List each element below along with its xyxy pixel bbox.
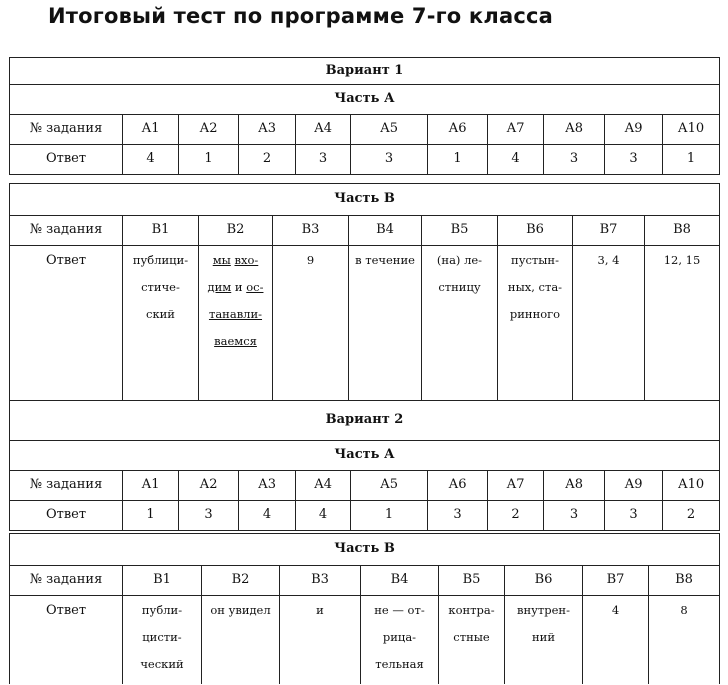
underlined-word: танавли- (208, 307, 263, 321)
table-row (10, 596, 720, 684)
task-cell: В4 (349, 216, 422, 246)
underlined-word: мы (212, 253, 231, 267)
task-cell: А5 (351, 115, 428, 145)
answer-line: ний (532, 630, 555, 644)
underlined-word: ваемся (214, 334, 257, 348)
answer-line: контра- (448, 603, 495, 617)
underlined-word: вхо- (234, 253, 259, 267)
variant2-part-b-title: Часть В (10, 534, 720, 566)
answer-cell: 1 (663, 145, 720, 175)
task-cell: А4 (296, 115, 351, 145)
variant2-part-a-table (9, 440, 720, 531)
table-row (10, 501, 720, 531)
task-cell: А7 (488, 471, 544, 501)
task-cell: А8 (544, 115, 605, 145)
answer-line: не — от- (374, 603, 425, 617)
answer-label: Ответ (10, 145, 123, 175)
task-cell: А2 (179, 115, 239, 145)
answer-label: Ответ (10, 246, 123, 401)
variant1-part-b-title: Часть В (10, 184, 720, 216)
task-cell: В7 (583, 566, 649, 596)
answer-line: тельная (375, 657, 424, 671)
answer-cell: 3 (428, 501, 488, 531)
task-number-label: № задания (10, 471, 123, 501)
answer-cell: 4 (296, 501, 351, 531)
answer-line: цисти- (142, 630, 182, 644)
task-cell: А9 (605, 115, 663, 145)
task-cell: В6 (505, 566, 583, 596)
answer-cell: 4 (239, 501, 296, 531)
answer-line: рица- (382, 630, 417, 644)
answer-cell-b1 (123, 246, 199, 401)
answer-line: ческий (140, 657, 184, 671)
table-row (10, 145, 720, 175)
underlined-word: дим (207, 280, 232, 294)
task-cell: В4 (361, 566, 439, 596)
page-title: Итоговый тест по программе 7-го класса (48, 4, 554, 28)
answer-cell: 2 (488, 501, 544, 531)
answer-cell: 2 (239, 145, 296, 175)
task-cell: В7 (573, 216, 645, 246)
answer-cell: 2 (663, 501, 720, 531)
answer-line: стные (453, 630, 490, 644)
underlined-word: ос- (246, 280, 264, 294)
task-cell: В8 (645, 216, 720, 246)
table-row (10, 216, 720, 246)
task-cell: В5 (439, 566, 505, 596)
task-cell: А9 (605, 471, 663, 501)
answer-cell: 4 (123, 145, 179, 175)
answer-cell-b5 (422, 246, 498, 401)
answer-cell-b1 (123, 596, 202, 684)
answer-cell-b3: и (280, 596, 361, 684)
task-cell: В1 (123, 566, 202, 596)
answer-cell: 3 (179, 501, 239, 531)
answer-cell-b3: 9 (273, 246, 349, 401)
task-cell: В5 (422, 216, 498, 246)
answer-cell: 4 (488, 145, 544, 175)
answer-line: ных, ста- (507, 280, 563, 294)
answer-cell-b8: 8 (649, 596, 720, 684)
answer-cell-b6 (505, 596, 583, 684)
answer-cell-b4: в течение (349, 246, 422, 401)
task-cell: А4 (296, 471, 351, 501)
task-cell: В6 (498, 216, 573, 246)
answer-cell: 1 (179, 145, 239, 175)
task-cell: А3 (239, 471, 296, 501)
answer-cell: 3 (351, 145, 428, 175)
answer-cell-b2 (199, 246, 273, 401)
task-cell: А2 (179, 471, 239, 501)
answer-cell-b7: 3, 4 (573, 246, 645, 401)
answer-cell: 1 (428, 145, 488, 175)
answer-cell: 3 (605, 501, 663, 531)
table-row (10, 471, 720, 501)
answer-cell: 3 (544, 501, 605, 531)
task-number-label: № задания (10, 216, 123, 246)
task-cell: А7 (488, 115, 544, 145)
variant1-part-b-table (9, 183, 720, 441)
answer-cell: 1 (351, 501, 428, 531)
variant2-part-b-table (9, 533, 720, 684)
task-cell: В1 (123, 216, 199, 246)
task-cell: А5 (351, 471, 428, 501)
task-cell: В2 (199, 216, 273, 246)
answer-line: публици- (132, 253, 189, 267)
answer-cell-b6 (498, 246, 573, 401)
answer-label: Ответ (10, 501, 123, 531)
answer-line: ринного (509, 307, 561, 321)
task-number-label: № задания (10, 566, 123, 596)
task-cell: В3 (280, 566, 361, 596)
task-cell: А10 (663, 115, 720, 145)
answer-cell: 3 (544, 145, 605, 175)
answer-line: стиче- (141, 280, 180, 294)
variant1-part-a-title: Часть А (10, 85, 720, 115)
variant1-title: Вариант 1 (10, 58, 720, 85)
task-cell: А1 (123, 471, 179, 501)
task-cell: А10 (663, 471, 720, 501)
answer-word: и (234, 280, 243, 294)
answer-cell-b4 (361, 596, 439, 684)
answer-line: внутрен- (517, 603, 570, 617)
task-cell: А6 (428, 115, 488, 145)
answer-cell: 3 (605, 145, 663, 175)
answer-label: Ответ (10, 596, 123, 684)
answer-line: пустын- (511, 253, 559, 267)
table-row (10, 246, 720, 401)
task-cell: В2 (202, 566, 280, 596)
answer-cell-b7: 4 (583, 596, 649, 684)
answer-cell: 3 (296, 145, 351, 175)
task-cell: А8 (544, 471, 605, 501)
answer-line: (на) ле- (436, 253, 483, 267)
answer-cell: 1 (123, 501, 179, 531)
task-cell: В3 (273, 216, 349, 246)
task-cell: А3 (239, 115, 296, 145)
answer-cell-b2: он увидел (202, 596, 280, 684)
variant1-part-a-table (9, 57, 720, 175)
task-cell: А6 (428, 471, 488, 501)
task-cell: А1 (123, 115, 179, 145)
variant2-title: Вариант 2 (10, 401, 720, 441)
table-row (10, 566, 720, 596)
answer-cell-b8: 12, 15 (645, 246, 720, 401)
answer-line: публи- (141, 603, 183, 617)
answer-line: стницу (438, 280, 481, 294)
table-row (10, 115, 720, 145)
task-number-label: № задания (10, 115, 123, 145)
answer-cell-b5 (439, 596, 505, 684)
variant2-part-a-title: Часть А (10, 441, 720, 471)
answer-line: ский (146, 307, 175, 321)
task-cell: В8 (649, 566, 720, 596)
